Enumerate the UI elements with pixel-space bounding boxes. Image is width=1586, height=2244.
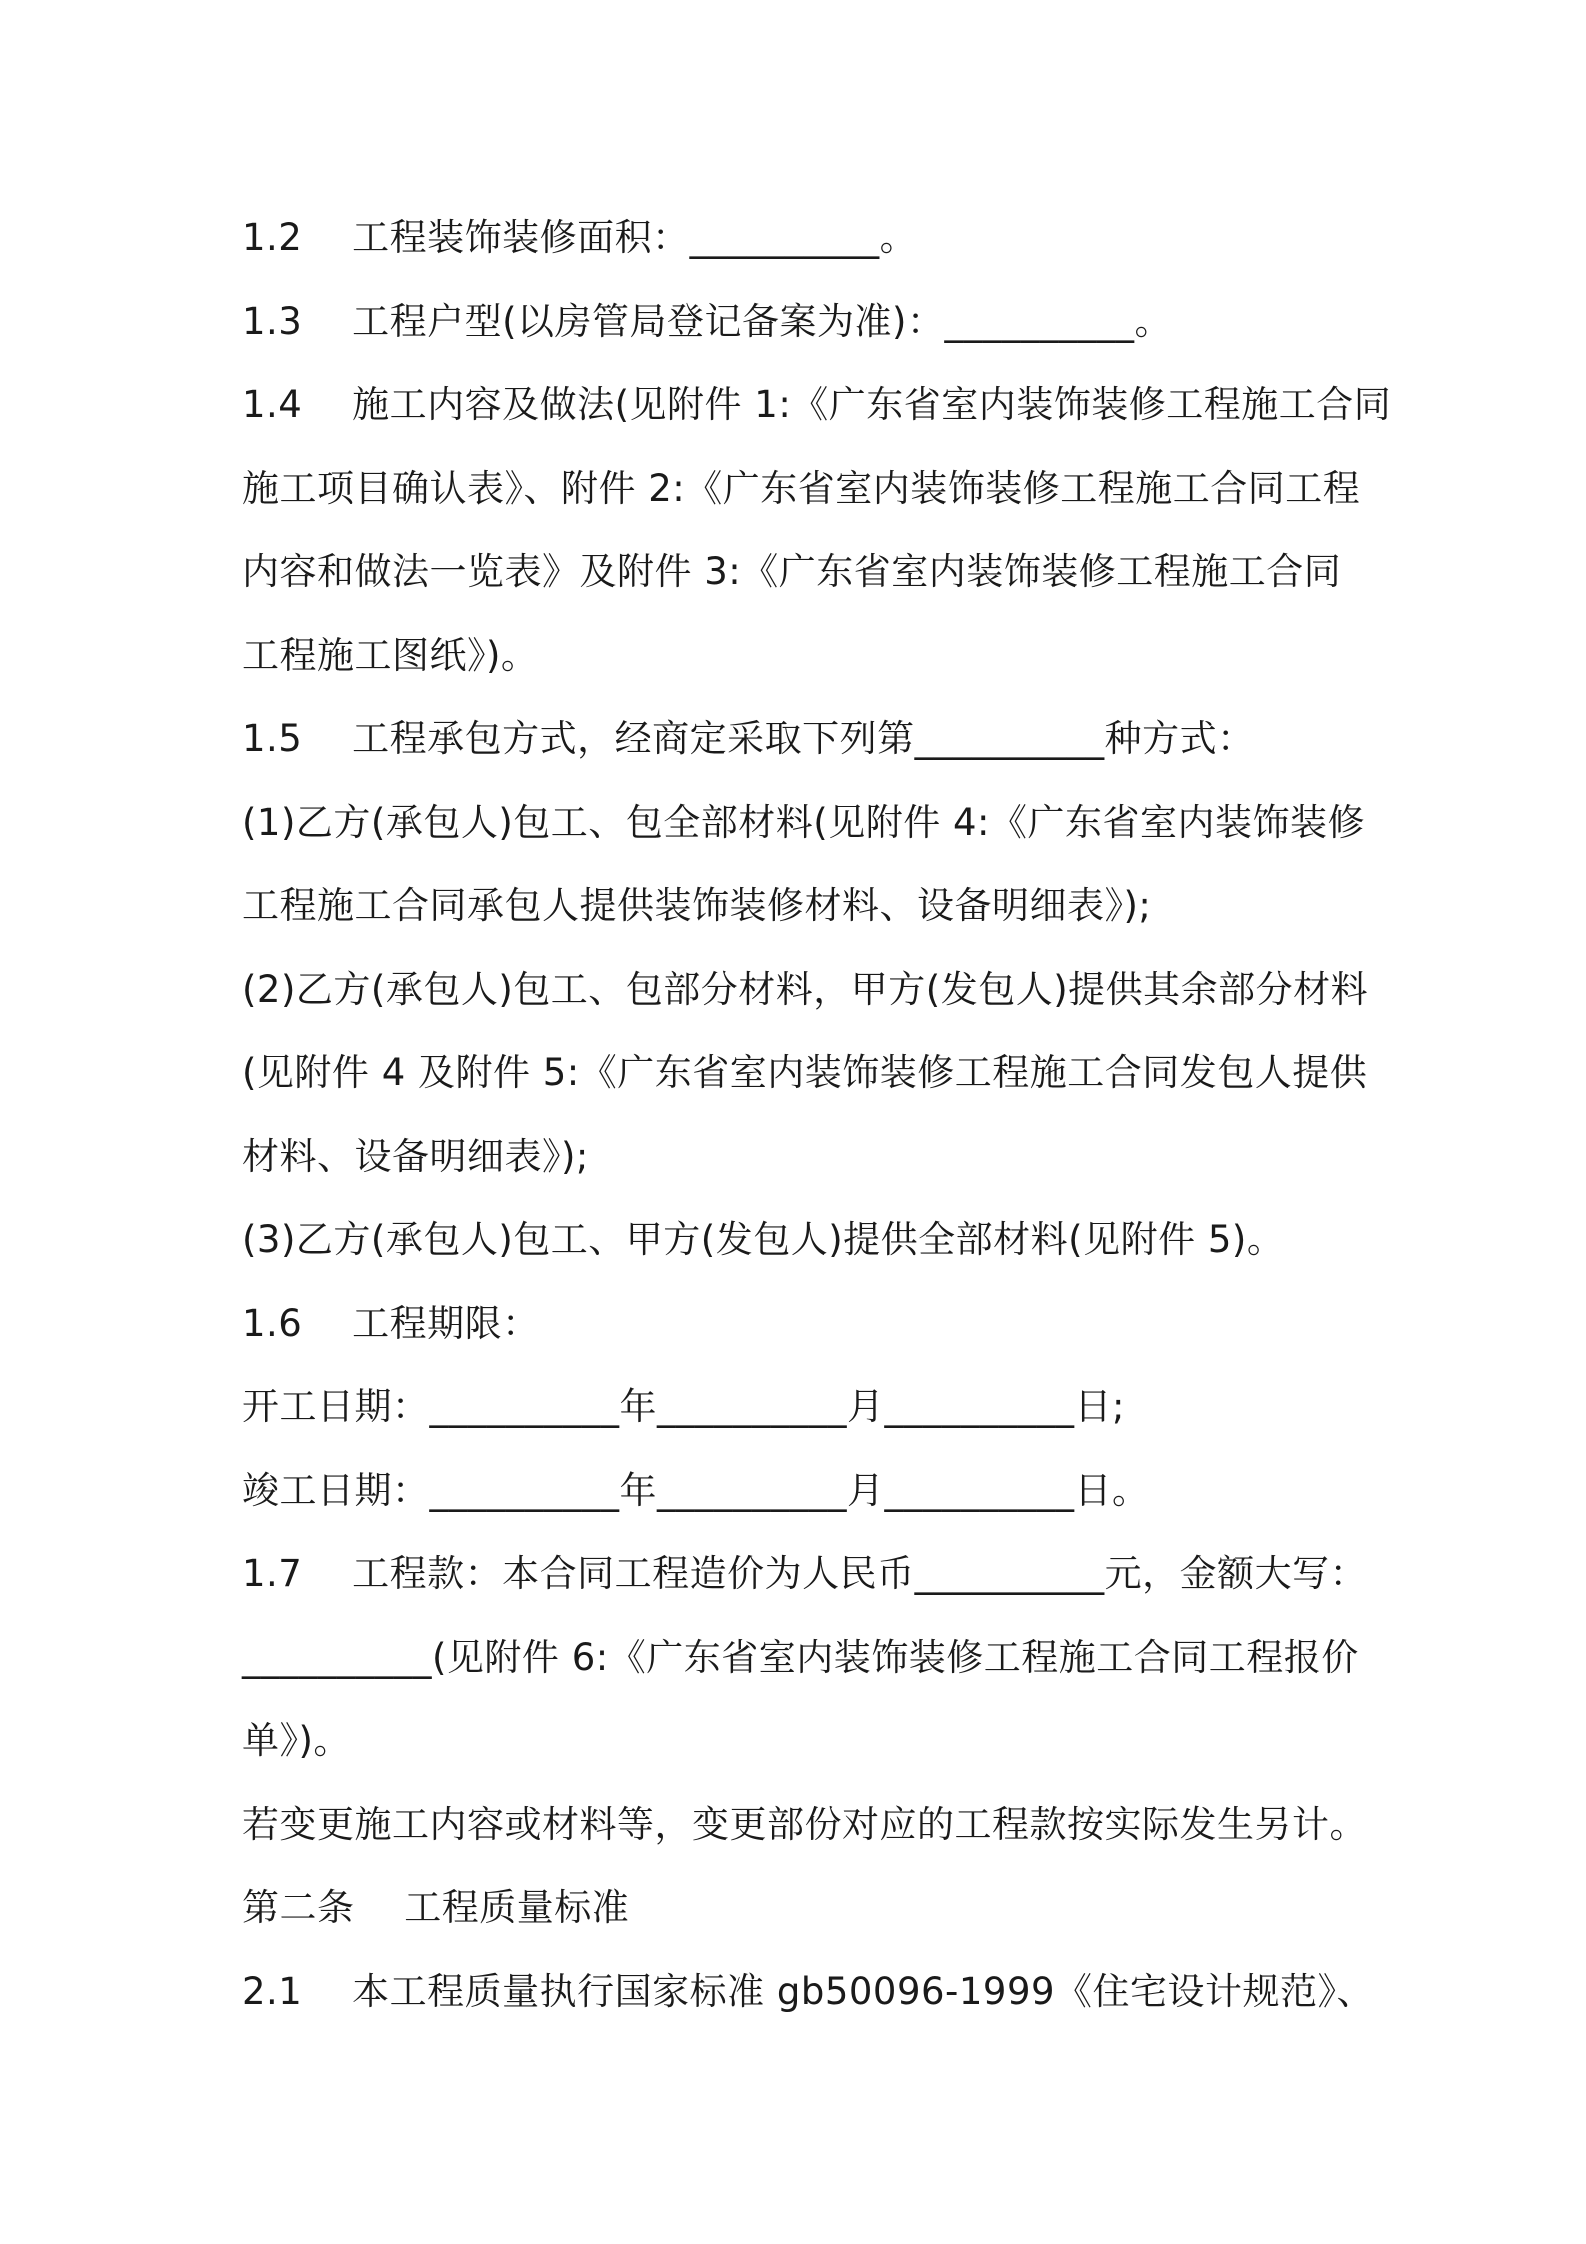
clause-1-5: 1.5 工程承包方式，经商定采取下列第__________种方式： [242, 717, 1255, 760]
article-2-heading: 第二条 工程质量标准 [242, 1886, 630, 1929]
clause-1-7-line-2: __________(见附件 6:《广东省室内装饰装修工程施工合同工程报价 [242, 1635, 1359, 1679]
option-2-line-3: 材料、设备明细表》); [242, 1134, 589, 1178]
start-date-line: 开工日期：__________年__________月__________日; [242, 1385, 1125, 1428]
clause-1-7-line-3: 单》)。 [242, 1719, 351, 1762]
clause-1-7-line-1: 1.7 工程款：本合同工程造价为人民币__________元，金额大写： [242, 1552, 1368, 1595]
clause-1-4-line-2: 施工项目确认表》、附件 2:《广东省室内装饰装修工程施工合同工程 [242, 466, 1361, 510]
option-2-line-1: (2)乙方(承包人)包工、包部分材料，甲方(发包人)提供其余部分材料 [242, 967, 1369, 1011]
change-note: 若变更施工内容或材料等，变更部份对应的工程款按实际发生另计。 [242, 1802, 1367, 1846]
option-3: (3)乙方(承包人)包工、甲方(发包人)提供全部材料(见附件 5)。 [242, 1218, 1285, 1261]
option-1-line-2: 工程施工合同承包人提供装饰装修材料、设备明细表》); [242, 884, 1152, 927]
completion-date-line: 竣工日期：__________年__________月__________日。 [242, 1468, 1150, 1512]
clause-1-3: 1.3 工程户型(以房管局登记备案为准)：__________。 [242, 299, 1172, 343]
option-2-line-2: (见附件 4 及附件 5:《广东省室内装饰装修工程施工合同发包人提供 [242, 1051, 1368, 1094]
clause-2-1: 2.1 本工程质量执行国家标准 gb50096-1999《住宅设计规范》、 [242, 1969, 1375, 2013]
clause-1-6: 1.6 工程期限： [242, 1301, 540, 1345]
clause-1-4-line-1: 1.4 施工内容及做法(见附件 1:《广东省室内装饰装修工程施工合同 [242, 383, 1392, 426]
option-1-line-1: (1)乙方(承包人)包工、包全部材料(见附件 4:《广东省室内装饰装修 [242, 800, 1365, 844]
document-body [242, 196, 1392, 2033]
clause-1-2: 1.2 工程装饰装修面积：__________。 [242, 216, 918, 259]
clause-1-4-line-4: 工程施工图纸》)。 [242, 633, 539, 677]
clause-1-4-line-3: 内容和做法一览表》及附件 3:《广东省室内装饰装修工程施工合同 [242, 550, 1342, 593]
